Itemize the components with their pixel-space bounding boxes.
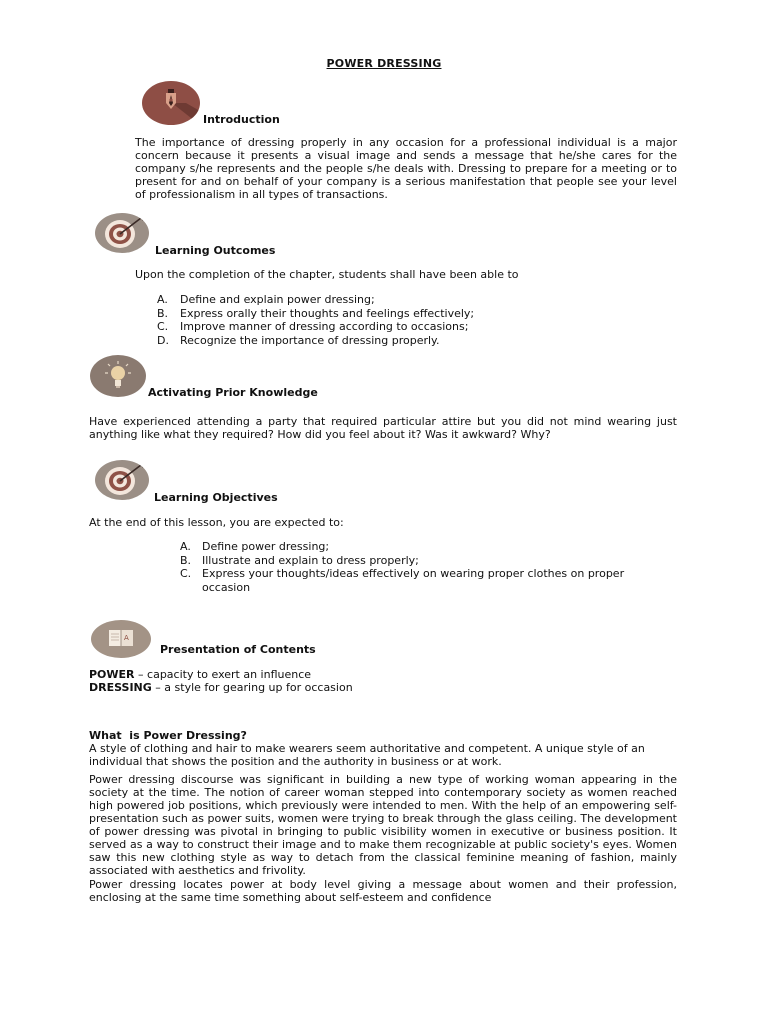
open-book-icon [91,620,151,658]
learning-outcomes-list [157,293,677,347]
definition-power [89,668,311,681]
list-item: C. Express your thoughts/ideas effectively on wearing proper clothes on proper occasion [180,567,625,594]
learning-outcomes-heading: Learning Outcomes [155,244,276,257]
lightbulb-icon [90,355,146,397]
target-icon [95,213,149,253]
what-is-paragraph-2: Power dressing discourse was significant in building a new type of working woman appearing in the society at the time. The notion of career woman stepped into contemporary society as women reached high powered job positions, which previously were intended to men. With the help of an empowering self-presentation such as power suits, women were trying to break through the glass ceiling. The development of power dressing was pivotal in bringing to public visibility women in executive or business position. It served as a way to construct their image and to make them recognizable at public society's eyes. Women saw this new clothing style as way to detach from the classical feminine meaning of fashion, mainly associated with aesthetics and frivolity. [89,773,677,877]
learning-objectives-intro: At the end of this lesson, you are expected to: [89,516,344,529]
list-item: B. Illustrate and explain to dress properly; [180,553,419,567]
definition-term: DRESSING [89,681,152,694]
definition-text: – a style for gearing up for occasion [151,681,353,694]
svg-text:A: A [124,634,129,642]
learning-objectives-heading: Learning Objectives [154,491,278,504]
list-item: A. Define power dressing; [180,540,330,553]
introduction-body: The importance of dressing properly in any occasion for a professional individual is a major concern because it presents a visual image and sends a message that he/she cares for the company s/he represents and the people s/he deals with. Dressing to prepare for a meeting or to present for and on behalf of your company is a serious manifestation that people see your level of professionalism in all types of transactions. [135,136,677,201]
list-item: A. Define and explain power dressing; [157,293,375,306]
list-item: C. Improve manner of dressing according to occasions; [157,320,469,333]
learning-objectives-list [180,540,640,594]
learning-outcomes-intro: Upon the completion of the chapter, students shall have been able to [135,268,519,281]
list-item: B. Express orally their thoughts and feelings effectively; [157,306,475,320]
what-is-paragraph-1: A style of clothing and hair to make wearers seem authoritative and competent. A unique style of an individual that shows the position and the authority in business or at work. [89,742,645,768]
introduction-heading: Introduction [203,113,280,126]
pen-nib-icon [142,81,200,125]
what-is-heading: What is Power Dressing? [89,729,247,742]
document-title: POWER DRESSING [326,57,442,70]
presentation-heading: Presentation of Contents [160,643,316,656]
prior-knowledge-heading: Activating Prior Knowledge [148,386,318,399]
list-item: D. Recognize the importance of dressing properly. [157,333,440,347]
what-is-paragraph-3: Power dressing locates power at body level giving a message about women and their profession, enclosing at the same time something about self-esteem and confidence [89,878,677,904]
definition-dressing [89,681,353,694]
prior-knowledge-body: Have experienced attending a party that required particular attire but you did not mind wearing just anything like what they required? How did you feel about it? Was it awkward? Why? [89,415,677,441]
definition-text: – capacity to exert an influence [134,668,312,681]
definition-term: POWER [89,668,135,681]
target-icon [95,460,149,500]
